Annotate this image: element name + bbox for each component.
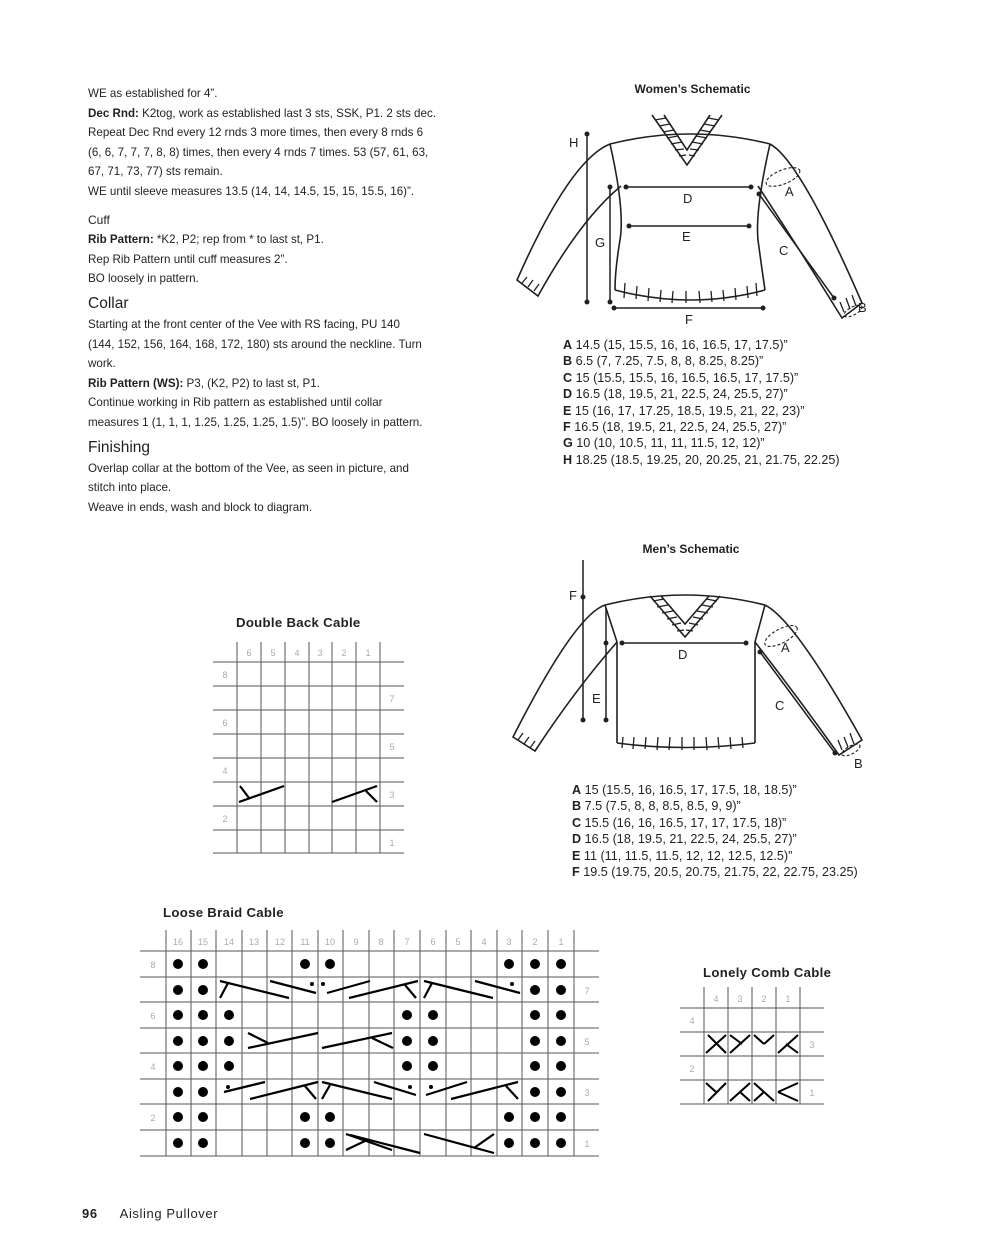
measurement-row [572,815,902,831]
measurement-value: 16.5 (18, 19.5, 21, 22.5, 24, 25.5, 27)” [570,420,787,435]
measurement-value: 11 (11, 11.5, 11.5, 12, 12, 12.5, 12.5)” [580,848,793,863]
col-label: 8 [378,937,384,947]
col-label: 13 [248,937,260,947]
measurement-row [563,353,883,369]
measurement-key: G [563,436,573,451]
finishing-heading: Finishing [88,438,151,456]
row-label: 8 [150,960,156,970]
label-D: D [683,191,693,206]
label-C: C [779,243,789,258]
row-label: 5 [584,1037,590,1047]
label-E: E [592,691,601,706]
lonely-comb-cable-chart [678,985,828,1110]
measurement-row [572,831,902,847]
col-label: 2 [761,994,767,1004]
measurement-value: 16.5 (18, 19.5, 21, 22.5, 24, 25.5, 27)” [572,387,788,402]
cuff-heading: Cuff [88,212,110,227]
label-E: E [682,229,691,244]
double-back-cable-chart [210,640,410,855]
measurement-key: B [572,799,582,814]
row-label: 4 [222,766,228,776]
col-label: 4 [294,648,300,658]
row-label: 8 [222,670,228,680]
measurement-row [572,798,902,814]
page-number: 96 [82,1206,98,1221]
instruction-line: Repeat Dec Rnd every 12 rnds 3 more times, then every 8 rnds 6 [88,126,424,140]
col-label: 2 [532,937,538,947]
measurement-key: D [563,387,573,402]
row-label: 3 [809,1040,815,1050]
row-label: 4 [150,1062,156,1072]
col-label: 10 [324,937,336,947]
measurement-key: D [572,832,582,847]
measurement-row [563,337,883,353]
measurement-row [572,864,902,880]
measurement-value: 15 (16, 17, 17.25, 18.5, 19.5, 21, 22, 23)” [571,403,805,418]
row-label: 7 [389,694,395,704]
col-label: 7 [404,937,410,947]
row-label: 1 [584,1139,590,1149]
col-label: 9 [353,937,359,947]
row-label: 1 [809,1088,815,1098]
rib-pattern-text: *K2, P2; rep from * to last st, P1. [153,233,324,247]
measurement-key: E [563,403,572,418]
measurement-row [563,403,883,419]
loose-braid-cable-chart [138,928,603,1160]
label-D: D [678,647,688,662]
rib-ws-label: Rib Pattern (WS): [88,376,184,390]
label-F: F [569,588,577,603]
rib-pattern-line [88,230,488,250]
page-footer [82,1206,218,1221]
collar-heading: Collar [88,294,129,312]
col-label: 3 [737,994,743,1004]
measurement-key: A [563,338,573,352]
label-A: A [781,640,790,655]
col-label: 5 [455,937,461,947]
measurement-value: 15.5 (16, 16, 16.5, 17, 17, 17.5, 18)” [581,815,787,830]
col-label: 1 [365,648,371,658]
col-label: 3 [506,937,512,947]
row-label: 2 [150,1113,156,1123]
col-label: 4 [713,994,719,1004]
measurement-value: 10 (10, 10.5, 11, 11, 11.5, 12, 12)” [572,436,765,451]
label-H: H [569,135,579,150]
measurement-value: 15 (15.5, 16, 16.5, 17, 17.5, 18, 18.5)” [581,783,797,797]
measurement-value: 19.5 (19.75, 20.5, 20.75, 21.75, 22, 22.75, 23.25) [579,865,858,880]
col-label: 15 [197,937,209,947]
pattern-name: Aisling Pullover [119,1206,219,1221]
measurement-key: F [572,865,580,880]
col-label: 4 [481,937,487,947]
dec-rnd-label: Dec Rnd: [88,106,139,120]
measurement-key: H [563,452,573,467]
row-label: 7 [584,986,590,996]
measurement-row [572,848,902,864]
measurement-key: F [563,420,571,435]
measurement-value: 18.25 (18.5, 19.25, 20, 20.25, 21, 21.75, 22.25) [572,452,840,467]
row-label: 3 [389,790,395,800]
col-label: 6 [430,937,436,947]
rib-ws-text: P3, (K2, P2) to last st, P1. [183,376,320,390]
measurement-key: A [572,783,582,797]
measurement-row [563,370,883,386]
col-label: 14 [223,937,235,947]
measurement-key: C [563,370,573,385]
instruction-line: (144, 152, 156, 164, 168, 172, 180) sts around the neckline. Turn [88,337,422,351]
measurement-row [563,452,883,468]
measurement-row [563,386,883,402]
instruction-line: BO loosely in pattern. [88,272,199,286]
measurement-row [563,435,883,451]
col-label: 6 [246,648,252,658]
instruction-line: 67, 71, 73, 77) sts remain. [88,165,223,179]
measurement-value: 14.5 (15, 15.5, 16, 16, 16.5, 17, 17.5)” [572,338,788,352]
double-back-cable-title: Double Back Cable [236,615,361,630]
dec-rnd-line [88,104,488,124]
row-label: 4 [689,1016,695,1026]
measurement-key: C [572,815,582,830]
measurement-row [563,419,883,435]
measurement-value: 15 (15.5, 15.5, 16, 16.5, 16.5, 17, 17.5)” [572,370,799,385]
instruction-line: stitch into place. [88,481,172,495]
dec-rnd-text: K2tog, work as established last 3 sts, SSK, P1. 2 sts dec. [138,106,436,120]
label-C: C [775,698,785,713]
col-label: 5 [270,648,276,658]
measurement-key: E [572,848,581,863]
label-G: G [595,235,606,250]
label-F: F [685,312,693,327]
row-label: 3 [584,1088,590,1098]
lonely-comb-cable-title: Lonely Comb Cable [703,965,832,980]
col-label: 2 [341,648,347,658]
instruction-line: WE until sleeve measures 13.5 (14, 14, 14.5, 15, 15, 15.5, 16)”. [88,184,415,198]
col-label: 1 [558,937,564,947]
instruction-line: Rep Rib Pattern until cuff measures 2”. [88,252,288,266]
col-label: 3 [317,648,323,658]
instruction-line: Starting at the front center of the Vee with RS facing, PU 140 [88,317,400,331]
col-label: 12 [274,937,286,947]
womens-schematic-diagram [510,100,880,330]
measurement-value: 16.5 (18, 19.5, 21, 22.5, 24, 25.5, 27)” [581,832,797,847]
instruction-line: Weave in ends, wash and block to diagram. [88,500,313,514]
row-label: 1 [389,838,395,848]
measurement-key: B [563,354,573,369]
col-label: 11 [300,937,310,947]
instruction-line: Overlap collar at the bottom of the Vee, as seen in picture, and [88,461,409,475]
row-label: 2 [689,1064,695,1074]
row-label: 6 [150,1011,156,1021]
womens-schematic-title: Women’s Schematic [634,82,751,96]
row-label: 2 [222,814,228,824]
col-label: 1 [785,994,791,1004]
mens-schematic-title: Men’s Schematic [642,542,740,556]
instruction-line: WE as established for 4”. [88,87,218,100]
rib-ws-line [88,374,488,394]
measurement-value: 7.5 (7.5, 8, 8, 8.5, 8.5, 9, 9)” [581,799,741,814]
womens-measurements [563,337,883,468]
measurement-value: 6.5 (7, 7.25, 7.5, 8, 8, 8.25, 8.25)” [572,354,764,369]
rib-pattern-label: Rib Pattern: [88,233,154,247]
loose-braid-cable-title: Loose Braid Cable [163,905,284,920]
instructions-column [88,84,488,517]
instruction-line: Continue working in Rib pattern as established until collar [88,396,383,410]
label-B: B [854,756,863,771]
mens-schematic-diagram [505,560,880,775]
label-A: A [785,184,794,199]
col-label: 16 [172,937,184,947]
row-label: 5 [389,742,395,752]
instruction-line: (6, 6, 7, 7, 7, 8, 8) times, then every 4 rnds 7 times. 53 (57, 61, 63, [88,145,429,159]
mens-measurements [572,782,902,880]
measurement-row [572,782,902,798]
instruction-line: work. [88,357,116,371]
instruction-line: measures 1 (1, 1, 1, 1.25, 1.25, 1.25, 1.5)”. BO loosely in pattern. [88,415,423,429]
row-label: 6 [222,718,228,728]
cable-symbol [220,981,520,1153]
label-B: B [858,300,867,315]
